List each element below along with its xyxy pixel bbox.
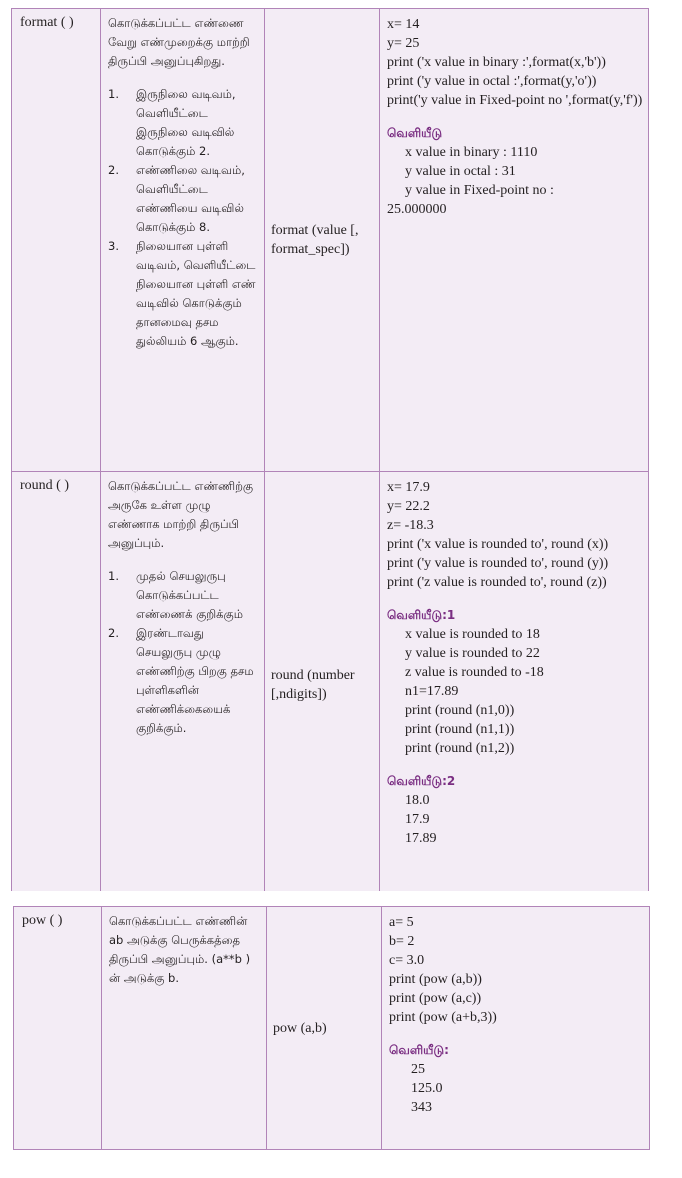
table-row — [12, 472, 649, 899]
code-line: print ('y value in octal :',format(y,'o')) — [387, 74, 597, 89]
list-item: 2. இரண்டாவது செயலுருபு முழு எண்ணிற்கு பிறகு தசம புள்ளிகளின் எண்ணிக்கையைக் குறிக்கும். — [108, 626, 254, 735]
output-heading: வெளியீடு — [387, 126, 443, 140]
function-description — [101, 9, 265, 472]
description-points — [108, 85, 260, 351]
description-text: கொடுக்கப்பட்ட எண்ணிற்கு அருகே உள்ள முழு எண்ணாக மாற்றி திருப்பி அனுப்பும். — [108, 479, 254, 550]
function-syntax: pow (a,b) — [267, 907, 382, 1150]
output-line: 125.0 — [411, 1081, 443, 1096]
list-item: 2. எண்ணிலை வடிவம், வெளியீட்டை எண்ணியை வடிவில் கொடுக்கும் 8. — [108, 163, 245, 234]
table-row — [12, 9, 649, 472]
output-line: 18.0 — [405, 793, 430, 808]
code-line: print('y value in Fixed-point no ',format(y,'f')) — [387, 93, 643, 108]
list-item: 1. முதல் செயலுருபு கொடுக்கப்பட்ட எண்ணைக் குறிக்கும் — [108, 569, 243, 621]
function-name: format ( ) — [12, 9, 101, 472]
code-line: print (pow (a,b)) — [389, 972, 482, 987]
functions-table-part2 — [13, 906, 650, 1150]
output-line: 25.000000 — [387, 202, 447, 217]
function-syntax: round (number [,ndigits]) — [265, 472, 380, 899]
code-line: print (pow (a,c)) — [389, 991, 482, 1006]
code-line: print ('y value is rounded to', round (y)) — [387, 556, 609, 571]
code-line: z= -18.3 — [387, 518, 434, 533]
list-item: 1. இருநிலை வடிவம், வெளியீட்டை இருநிலை வடிவில் கொடுக்கும் 2. — [108, 87, 236, 158]
output-line: 17.89 — [405, 831, 437, 846]
output-line: y value is rounded to 22 — [405, 646, 540, 661]
function-example — [380, 472, 649, 899]
code-line: print ('x value is rounded to', round (x)) — [387, 537, 609, 552]
function-description — [102, 907, 267, 1150]
code-line: x= 17.9 — [387, 480, 430, 495]
output-line: 25 — [411, 1062, 425, 1077]
function-syntax: format (value [, format_spec]) — [265, 9, 380, 472]
function-example — [380, 9, 649, 472]
output-line: 343 — [411, 1100, 432, 1115]
output-line: y value in octal : 31 — [405, 164, 516, 179]
code-line: a= 5 — [389, 915, 414, 930]
table-row — [14, 907, 650, 1150]
page-break-gap — [0, 891, 682, 906]
output-line: y value in Fixed-point no : — [405, 183, 554, 198]
code-line: b= 2 — [389, 934, 415, 949]
function-description — [101, 472, 265, 899]
output-heading: வெளியீடு:1 — [387, 608, 456, 622]
function-name: pow ( ) — [14, 907, 102, 1150]
function-example — [382, 907, 650, 1150]
output-line: print (round (n1,2)) — [405, 741, 515, 756]
output-line: n1=17.89 — [405, 684, 459, 699]
output-heading: வெளியீடு: — [389, 1043, 449, 1057]
output-line: x value in binary : 1110 — [405, 145, 538, 160]
code-line: print ('z value is rounded to', round (z)) — [387, 575, 607, 590]
output-line: x value is rounded to 18 — [405, 627, 540, 642]
code-line: print (pow (a+b,3)) — [389, 1010, 497, 1025]
description-points — [108, 567, 260, 738]
code-line: y= 22.2 — [387, 499, 430, 514]
output-line: z value is rounded to -18 — [405, 665, 544, 680]
code-line: x= 14 — [387, 17, 420, 32]
code-line: c= 3.0 — [389, 953, 425, 968]
code-line: y= 25 — [387, 36, 420, 51]
function-name: round ( ) — [12, 472, 101, 899]
description-text: கொடுக்கப்பட்ட எண்ணின் ab அடுக்கு பெருக்கத்தை திருப்பி அனுப்பும். (a**b ) ன் அடுக்கு b. — [109, 914, 251, 985]
output-line: print (round (n1,1)) — [405, 722, 515, 737]
description-text: கொடுக்கப்பட்ட எண்ணை வேறு எண்முறைக்கு மாற்றி திருப்பி அனுப்புகிறது. — [108, 16, 250, 68]
output-heading: வெளியீடு:2 — [387, 774, 456, 788]
code-line: print ('x value in binary :',format(x,'b')) — [387, 55, 606, 70]
list-item: 3. நிலையான புள்ளி வடிவம், வெளியீட்டை நிலையான புள்ளி எண் வடிவில் கொடுக்கும் தானமைவு தசம துல்லியம் 6 ஆகும். — [108, 239, 256, 348]
functions-table-part1 — [11, 8, 649, 899]
output-line: 17.9 — [405, 812, 430, 827]
output-line: print (round (n1,0)) — [405, 703, 515, 718]
